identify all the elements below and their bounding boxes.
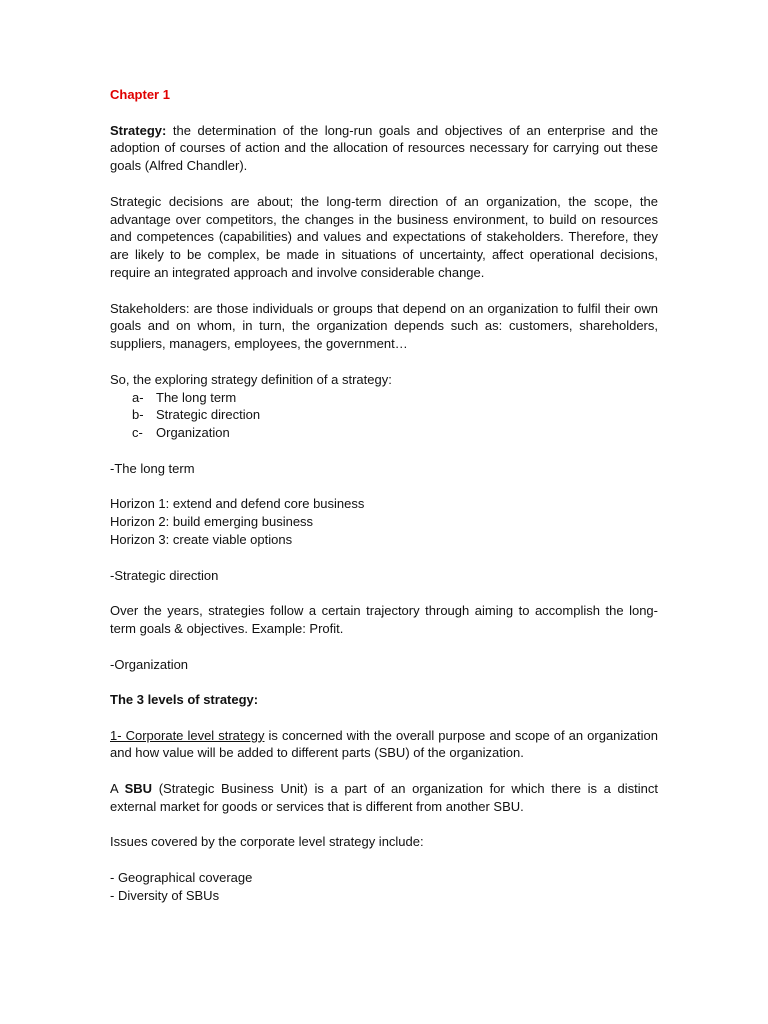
- list-item: [132, 389, 658, 407]
- exploring-list: [110, 389, 658, 442]
- list-item: [132, 424, 658, 442]
- issue-item: - Diversity of SBUs: [110, 887, 220, 903]
- organization-heading: -Organization: [110, 656, 189, 672]
- sbu-term: SBU: [124, 781, 153, 797]
- list-marker: a-: [132, 389, 144, 405]
- chapter-heading: Chapter 1: [110, 87, 170, 102]
- list-marker: b-: [132, 407, 144, 423]
- sbu-prefix: A: [110, 781, 125, 797]
- strategy-term: Strategy:: [110, 122, 167, 138]
- horizon-line: Horizon 2: build emerging business: [110, 514, 314, 530]
- horizon-line: Horizon 1: extend and defend core business: [110, 496, 365, 512]
- strategic-direction-heading: -Strategic direction: [110, 567, 219, 583]
- strategy-definition: [110, 122, 658, 175]
- strategy-definition-text: the determination of the long-run goals and objectives of an enterprise and the adoption of courses of action and the allocation of resources necessary for carrying out these goals (Alfred Chandler).: [110, 122, 658, 174]
- list-item-text: Strategic direction: [156, 407, 261, 423]
- corporate-level-paragraph: [110, 727, 658, 763]
- list-item: [132, 406, 658, 424]
- list-item-text: The long term: [156, 389, 237, 405]
- strategic-direction-paragraph: Over the years, strategies follow a certain trajectory through aiming to accomplish the long-term goals & objectives. Example: Profit.: [110, 603, 658, 636]
- list-marker: c-: [132, 425, 143, 441]
- sbu-text: (Strategic Business Unit) is a part of an organization for which there is a distinct external market for goods or services that is different from another SBU.: [110, 781, 658, 814]
- corporate-level-text: is concerned with the overall purpose and scope of an organization and how value will be added to different parts (SBU) of the organization.: [110, 727, 658, 761]
- long-term-heading: -The long term: [110, 460, 195, 476]
- exploring-intro: So, the exploring strategy definition of a strategy:: [110, 371, 392, 387]
- stakeholders-paragraph: Stakeholders: are those individuals or groups that depend on an organization to fulfil their own goals and on whom, in turn, the organization depends such as: customers, shareholders, suppliers, managers, employees, the government…: [110, 300, 658, 352]
- levels-heading: The 3 levels of strategy:: [110, 692, 259, 708]
- issues-intro: Issues covered by the corporate level strategy include:: [110, 834, 424, 850]
- list-item-text: Organization: [156, 425, 230, 441]
- sbu-paragraph: [110, 780, 658, 816]
- strategic-decisions-paragraph: Strategic decisions are about; the long-term direction of an organization, the scope, the advantage over competitors, the changes in the business environment, to build on resources and competences (capabilities) and values and expectations of stakeholders. Therefore, they are likely to be complex, be made in situations of uncertainty, affect operational decisions, require an integrated approach and involve considerable change.: [110, 193, 658, 280]
- horizon-line: Horizon 3: create viable options: [110, 531, 293, 547]
- issue-item: - Geographical coverage: [110, 870, 253, 886]
- corporate-level-term: 1- Corporate level strategy: [110, 727, 265, 743]
